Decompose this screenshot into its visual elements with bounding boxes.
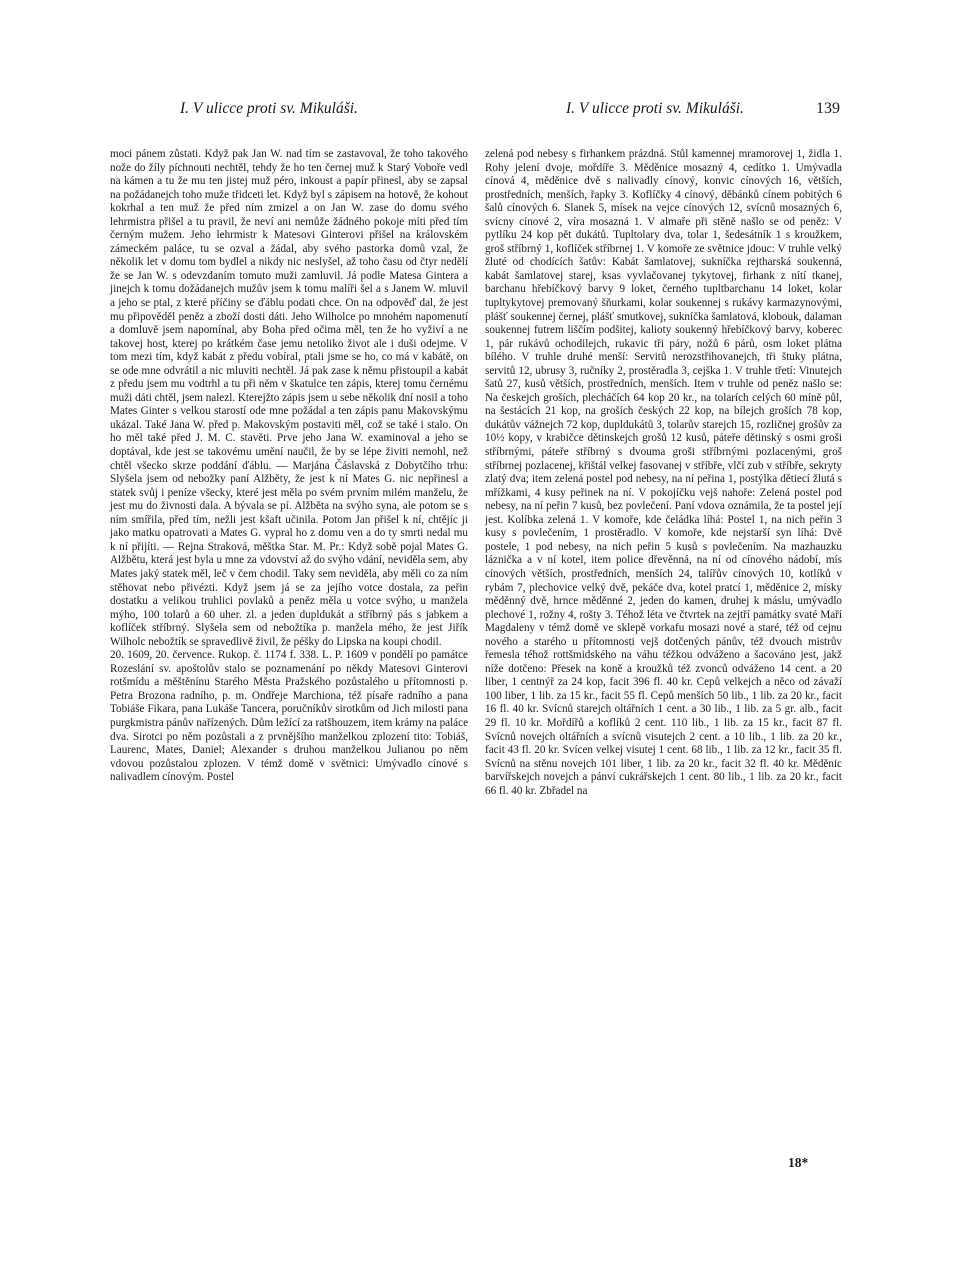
running-header <box>0 100 960 126</box>
left-column <box>110 148 468 785</box>
paragraph: moci pánem zůstati. Když pak Jan W. nad tím se zastavoval, že toho takového nože do žíly píchnouti nechtěl, tehdy že ho ten černej muž k Starý Voboře vedl na kámen a tu že mu ten jistej muž péro, inkoust a papír přinesl, aby se zapsal na požádanejch toho muže třidceti let. Když byl s zápisem na hotově, že kohout kokrhal a ten muž že před ním zmizel a on Jan W. zase do domu svého lehrmistra přišel a tu pravil, že neví ani nemůže žádného pokoje míti před tím černým mužem. Jeho lehrmistr k Matesovi Ginterovi přišel na královském zámeckém paláce, tu se ozval a žádal, aby svého pastorka domů vzal, že několik let v domu tom bydlel a nikdy nic neslyšel, až toho času od čtyr nedělí že se Jan W. s odevzdaním tomuto muži zamluvil. Já podle Matesa Gintera a jinejch k tomu dožádanejch mužův jsem k tomu malíři šel a s Janem W. mluvil a jeho se ptal, z které příčiny se ďáblu podati chce. On na odpověď dal, že jest mu připověděl peněz a zboží dosti dáti. Jeho Wilholce po mnohém napomenutí a domluvě jsem napomínal, aby Boha před očima měl, ten že ho vyživí a ne takovej host, kterej po krátkém čase jemu netoliko život ale i duši odejme. V tom mezi tím, když kabát z předu vobíral, ptali jsme se ho, co má v kabátě, on se ode mne odvrátil a nic mluviti nechtěl. Já pak zase k němu přistoupil a kabát z předu jsem mu vodtrhl a tu při něm v škatulce ten zápis, kterej tomu černému muži dáti chtěl, jsem nalezl. Kterejžto zápis jsem u sebe několik dní nosil a toho Mates Ginter s velkou starostí ode mne požádal a ten zápis panu Makovskýmu ukázal. Také Jana W. před p. Makovským postaviti měl, což se také i stalo. On ho měl také před J. M. C. stavěti. Prve jeho Jana W. examinoval a jeho se doptával, kde jest se takovému umění naučil, že by se lépe živiti nemohl, než chtěl všecko skrze poddání ďáblu. — Marjána Čáslavská z Dobytčího trhu: Slyšela jsem od nebožky paní Alžběty, že jest k ní Mates G. nic nepřinesl a statek svůj i peníze všecky, které jest měla po svém prvním milém manželu, že jest mu do živnosti dala. A bývala se pí. Alžběta na svýho syna, ale potom se s ním smířila, před tím, nežli jest kšaft učinila. Potom Jan přišel k ní, chtějíc ji jako matku opatrovati a Mates G. vypral ho z domu ven a do ty smrti nedal mu k ní přijíti. — Rejna Straková, měštka Star. M. Pr.: Když sobě pojal Mates G. Alžbětu, která jest byla u mne za vdovství až do svýho vdání, neviděla sem, aby Mates jaký statek měl, leč v čem chodil. Taky sem neviděla, aby měli co za ním stěhovat nebo přivézti. Když jsem já se za jejího votce dostala, za peřin dostatku a velikou truhlici povlaků a peněz měla u votce svýho, u manžela mýho, 100 tolarů a 60 uher. zl. a jeden dupldukát a stříbrný pás s jabkem a koflíček stříbrný. Slyšela sem od nebožtíka p. manžela mého, že jest Jiřík Wilholc nebožtík se spravedlivě živil, že péšky do Lipska na koupi chodil. <box>110 148 468 648</box>
running-title-left: I. V ulicce proti sv. Mikuláši. <box>180 100 358 117</box>
page-number: 139 <box>816 100 840 117</box>
signature-mark: 18* <box>788 1155 809 1170</box>
paragraph: zelená pod nebesy s firhankem prázdná. Stůl kamennej mramorovej 1, židla 1. Rohy jelení dvoje, mořdíře 3. Měděnice mosazný 4, cedítko 1. Umývadla cínová 4, měděnice dvě s nalivadly cínový, konvic cínových 16, větších, prostředních, menších, řapky 3. Koflíčky 4 cínový, děbánků cínem pobitých 6 šalů cínových 6. Slanek 5, mísek na vejce cínových 12, svícnů mosazných 6, svícny cínové 2, víra mosazná 1. V almaře při stěně našlo se od peněz: V pytlíku 24 kop pět dukátů. Tupltolary dva, tolar 1, šedesátník 1 s kroužkem, groš stříbrný 1, koflíček stříbrnej 1. V komoře ze světnice jdouc: V truhle velký žluté od chodících šatův: Kabát šamlatovej, sukníčka rejtharská soukenná, kabát šamlatovej starej, ksas vyvlačovanej tykytovej, firhank z nítí tkanej, barchanu hřebíčkový barvy 9 loket, černého tupltbarchanu 14 loket, kolar tupltykytovej premovaný šňurkami, kolar soukennej s rukávy karmazynovými, plášť soukennej černej, plášť smutkovej, sukníčka šamlatová, klobouk, dalaman soukennej futrem liščím podšitej, kalioty soukenný hřebíčkový barvy, koberec 1, pár rukávů ochodilejch, rukavic tři páry, nožů 6 párů, osm loket plátna bílého. V truhle druhé menší: Servitů nerozstřihovanejch, tři štuky plátna, servitů 12, ubrusy 3, ručníky 2, prostěradla 3, cejška 1. V truhle třetí: Vinutejch šatů 27, kusů větších, prostředních, menších. Item v truhle od peněz našlo se: Na českejch groších, plecháčích 64 kop 20 kr., na tolarích celých 60 míně půl, na šestácích 21 kop, na groších českých 22 kop, na bílejch groších 78 kop, dukátův vážnejch 72 kop, dupldukátů 3, tolarův starejch 15, rozličnej grošův za 10½ kopy, v krabičce dětinskejch grošů 12 kusů, páteře dětinský s osmi groši stříbrnými, páteře stříbrný s dvouma groši stříbrnými pozlacenými, groš stříbrnej pozlacenej, křištál velkej fasovanej v stříbře, vlčí zub v stříbře, sekryty zlatý dva; item zelená postel pod nebesy, na ní peřina 1, postýlka dětiecí žlutá s mřížkami, 4 kusy peřinek na ní. V pokojíčku vejš nahoře: Zelená postel pod nebesy, na ní peřin 7 kusů, bez povlečení. Paní vdova oznámila, že ta postel její jest. Kolíbka zelená 1. V komoře, kde čeládka líhá: Postel 1, na nich peřin 3 kusy s povlečením, 1 prostěradlo. V komoře, kde nejstarší syn líhá: Dvě postele, 1 pod nebesy, na nich peřin 5 kusů s povlečením. Na mazhauzku láznička a v ní kotel, item police dřevěnná, na ní od cínového nádobí, mís cínových větších, prostředních, menších 24, talířův cínových 10, kotlíků v rybám 7, plechovice velký dvě, pekáče dva, kotel pratcí 1, měděnice 2, mísky měděnný dvě, hrnce měděnné 2, jeden do kamen, druhej k máslu, umývadlo plechové 1, rožny 4, rošty 3. Téhož léta ve čtvrtek na zejtří památky svaté Maří Magdaleny v témž domě ve sklepě vorkafu mosazi nové a staré, též od cejnu nového a starého u přítomnosti vejš dotčených pánův, též dvouch mistrův řemesla téhož rottšmidského na váhu téžkou odváženo a šacováno jest, jakž níže dotčeno: Přesek na koně a kroužků též zvonců odváženo 14 cent. a 20 liber, 1 centnýř za 24 kop, facit 396 fl. 40 kr. Cepů velkejch a něco od závaží 100 liber, 1 lib. za 15 kr., facit 55 fl. Cepů menších 50 lib., 1 lib. za 20 kr., facit 16 fl. 40 kr. Svícnů starejch oltářních 1 cent. a 30 lib., 1 lib. za 5 gr. alb., facit 29 fl. 10 kr. Mořdířů a koflíků 2 cent. 110 lib., 1 lib. za 15 kr., facit 87 fl. Svícnů novejch oltářních a svícnů visutejch 2 cent. a 10 lib., 1 lib. za 20 kr., facit 43 fl. 20 kr. Svícen velkej visutej 1 cent. 68 lib., 1 lib. za 12 kr., facit 35 fl. Svícnů na stěnu novejch 101 liber, 1 lib. za 20 kr., facit 32 fl. 40 kr. Měděnic barvířskejch novejch a pánví cukrářskejch 1 cent. 80 lib., 1 lib. za 20 kr., facit 66 fl. 40 kr. Zbřadel na <box>485 148 842 797</box>
running-title-right: I. V ulicce proti sv. Mikuláši. <box>566 100 744 117</box>
paragraph: 20. 1609, 20. července. Rukop. č. 1174 f. 338. L. P. 1609 v pondělí po památce Rozeslání sv. apoštolův stalo se poznamenání po někdy Matesovi Ginterovi rotšmídu a měštěnínu Starého Města Pražského pozůstalého u přítomnosti p. Petra Brozona radního, p. m. Ondřeje Marchiona, též písaře radního a pana Tobiáše Fikara, pana Lukáše Tancera, poručníkův sirotkům od Jich milosti pana purgkmistra pánův nařízených. Dům ležící za ratšhouzem, item krámy na paláce dva. Sirotci po něm pozůstali a z prvnějšího manželkou zplození tito: Tobiáš, Laurenc, Mates, Daniel; Alexander s druhou manželkou Julianou po něm vdovou pozůstalou zplozen. V témž domě v světnici: Umývadlo cínové s nalivadlem cínovým. Postel <box>110 649 469 784</box>
right-column <box>485 148 842 798</box>
